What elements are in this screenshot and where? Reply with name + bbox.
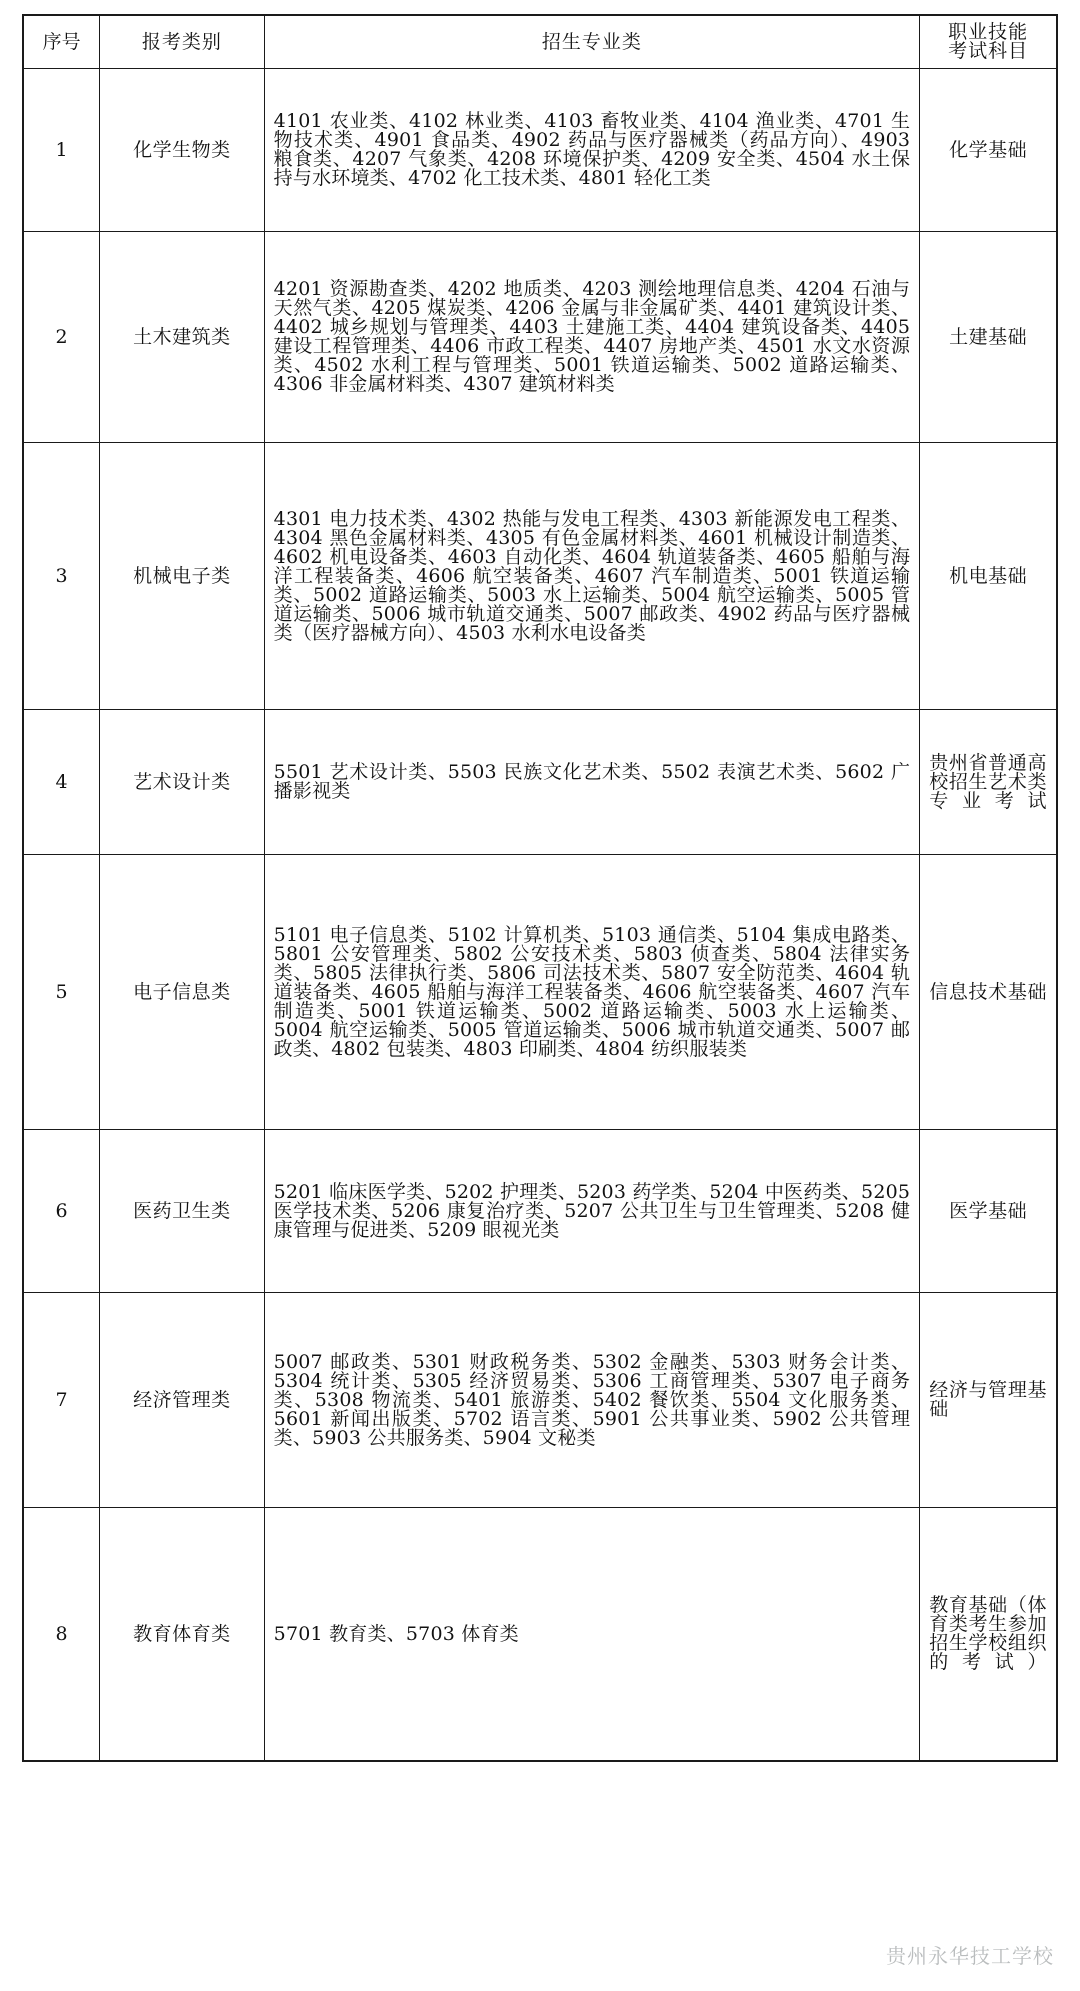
row-majors: 5101 电子信息类、5102 计算机类、5103 通信类、5104 集成电路类、5801 公安管理类、5802 公安技术类、5803 侦查类、5804 法律实务类、5805 法律执行类、5806 司法技术类、5807 安全防范类、4604 轨道装备类、4605 船舶与海洋工程装备类、4606 航空装备类、4607 汽车制造类、5001 铁道运输类、5002 道路运输类、5003 水上运输类、5004 航空运输类、5005 管道运输类、5006 城市轨道交通类、5007 邮政类、4802 包装类、4803 印刷类、4804 纺织服装类 — [264, 855, 920, 1130]
row-number: 6 — [23, 1130, 100, 1293]
row-category: 电子信息类 — [100, 855, 265, 1130]
row-number: 1 — [23, 69, 100, 232]
row-majors: 5007 邮政类、5301 财政税务类、5302 金融类、5303 财务会计类、5304 统计类、5305 经济贸易类、5306 工商管理类、5307 电子商务类、5308 物流类、5401 旅游类、5402 餐饮类、5504 文化服务类、5601 新闻出版类、5702 语言类、5901 公共事业类、5902 公共管理类、5903 公共服务类、5904 文秘类 — [264, 1293, 920, 1508]
admission-category-table — [22, 14, 1058, 1762]
row-majors: 5201 临床医学类、5202 护理类、5203 药学类、5204 中医药类、5205 医学技术类、5206 康复治疗类、5207 公共卫生与卫生管理类、5208 健康管理与促进类、5209 眼视光类 — [264, 1130, 920, 1293]
table-body — [23, 69, 1057, 1762]
row-exam-subject: 经济与管理基础 — [920, 1293, 1057, 1508]
row-number: 5 — [23, 855, 100, 1130]
row-exam-subject: 医学基础 — [920, 1130, 1057, 1293]
row-exam-subject: 土建基础 — [920, 232, 1057, 443]
row-exam-subject: 化学基础 — [920, 69, 1057, 232]
column-header-majors: 招生专业类 — [264, 15, 920, 69]
table-header-row — [23, 15, 1057, 69]
row-majors: 4101 农业类、4102 林业类、4103 畜牧业类、4104 渔业类、4701 生物技术类、4901 食品类、4902 药品与医疗器械类（药品方向）、4903 粮食类、4207 气象类、4208 环境保护类、4209 安全类、4504 水土保持与水环境类、4702 化工技术类、4801 轻化工类 — [264, 69, 920, 232]
table-row — [23, 1130, 1057, 1293]
table-row — [23, 443, 1057, 710]
table-row — [23, 855, 1057, 1130]
row-category: 机械电子类 — [100, 443, 265, 710]
table-row — [23, 1508, 1057, 1762]
row-number: 4 — [23, 710, 100, 855]
row-exam-subject: 机电基础 — [920, 443, 1057, 710]
table-row — [23, 232, 1057, 443]
column-header-no: 序号 — [23, 15, 100, 69]
row-exam-subject: 贵州省普通高校招生艺术类专业考试 — [920, 710, 1057, 855]
column-header-exam-subject-line2: 考试科目 — [948, 40, 1029, 62]
row-majors: 5501 艺术设计类、5503 民族文化艺术类、5502 表演艺术类、5602 广播影视类 — [264, 710, 920, 855]
row-number: 3 — [23, 443, 100, 710]
row-exam-subject: 信息技术基础 — [920, 855, 1057, 1130]
row-number: 8 — [23, 1508, 100, 1762]
row-majors: 4301 电力技术类、4302 热能与发电工程类、4303 新能源发电工程类、4304 黑色金属材料类、4305 有色金属材料类、4601 机械设计制造类、4602 机电设备类、4603 自动化类、4604 轨道装备类、4605 船舶与海洋工程装备类、4606 航空装备类、4607 汽车制造类、5001 铁道运输类、5002 道路运输类、5003 水上运输类、5004 航空运输类、5005 管道运输类、5006 城市轨道交通类、5007 邮政类、4902 药品与医疗器械类（医疗器械方向）、4503 水利水电设备类 — [264, 443, 920, 710]
column-header-exam-subject — [920, 15, 1057, 69]
row-majors: 4201 资源勘查类、4202 地质类、4203 测绘地理信息类、4204 石油与天然气类、4205 煤炭类、4206 金属与非金属矿类、4401 建筑设计类、4402 城乡规划与管理类、4403 土建施工类、4404 建筑设备类、4405 建设工程管理类、4406 市政工程类、4407 房地产类、4501 水文水资源类、4502 水利工程与管理类、5001 铁道运输类、5002 道路运输类、4306 非金属材料类、4307 建筑材料类 — [264, 232, 920, 443]
row-category: 土木建筑类 — [100, 232, 265, 443]
watermark: 贵州永华技工学校 — [886, 1944, 1054, 1968]
row-category: 经济管理类 — [100, 1293, 265, 1508]
table-row — [23, 710, 1057, 855]
row-category: 艺术设计类 — [100, 710, 265, 855]
column-header-category: 报考类别 — [100, 15, 265, 69]
table-row — [23, 69, 1057, 232]
row-majors: 5701 教育类、5703 体育类 — [264, 1508, 920, 1762]
row-category: 教育体育类 — [100, 1508, 265, 1762]
row-number: 2 — [23, 232, 100, 443]
row-category: 医药卫生类 — [100, 1130, 265, 1293]
table-row — [23, 1293, 1057, 1508]
column-header-exam-subject-line1: 职业技能 — [948, 21, 1029, 43]
row-exam-subject: 教育基础（体育类考生参加招生学校组织的考试） — [920, 1508, 1057, 1762]
row-category: 化学生物类 — [100, 69, 265, 232]
row-number: 7 — [23, 1293, 100, 1508]
table-header — [23, 15, 1057, 69]
